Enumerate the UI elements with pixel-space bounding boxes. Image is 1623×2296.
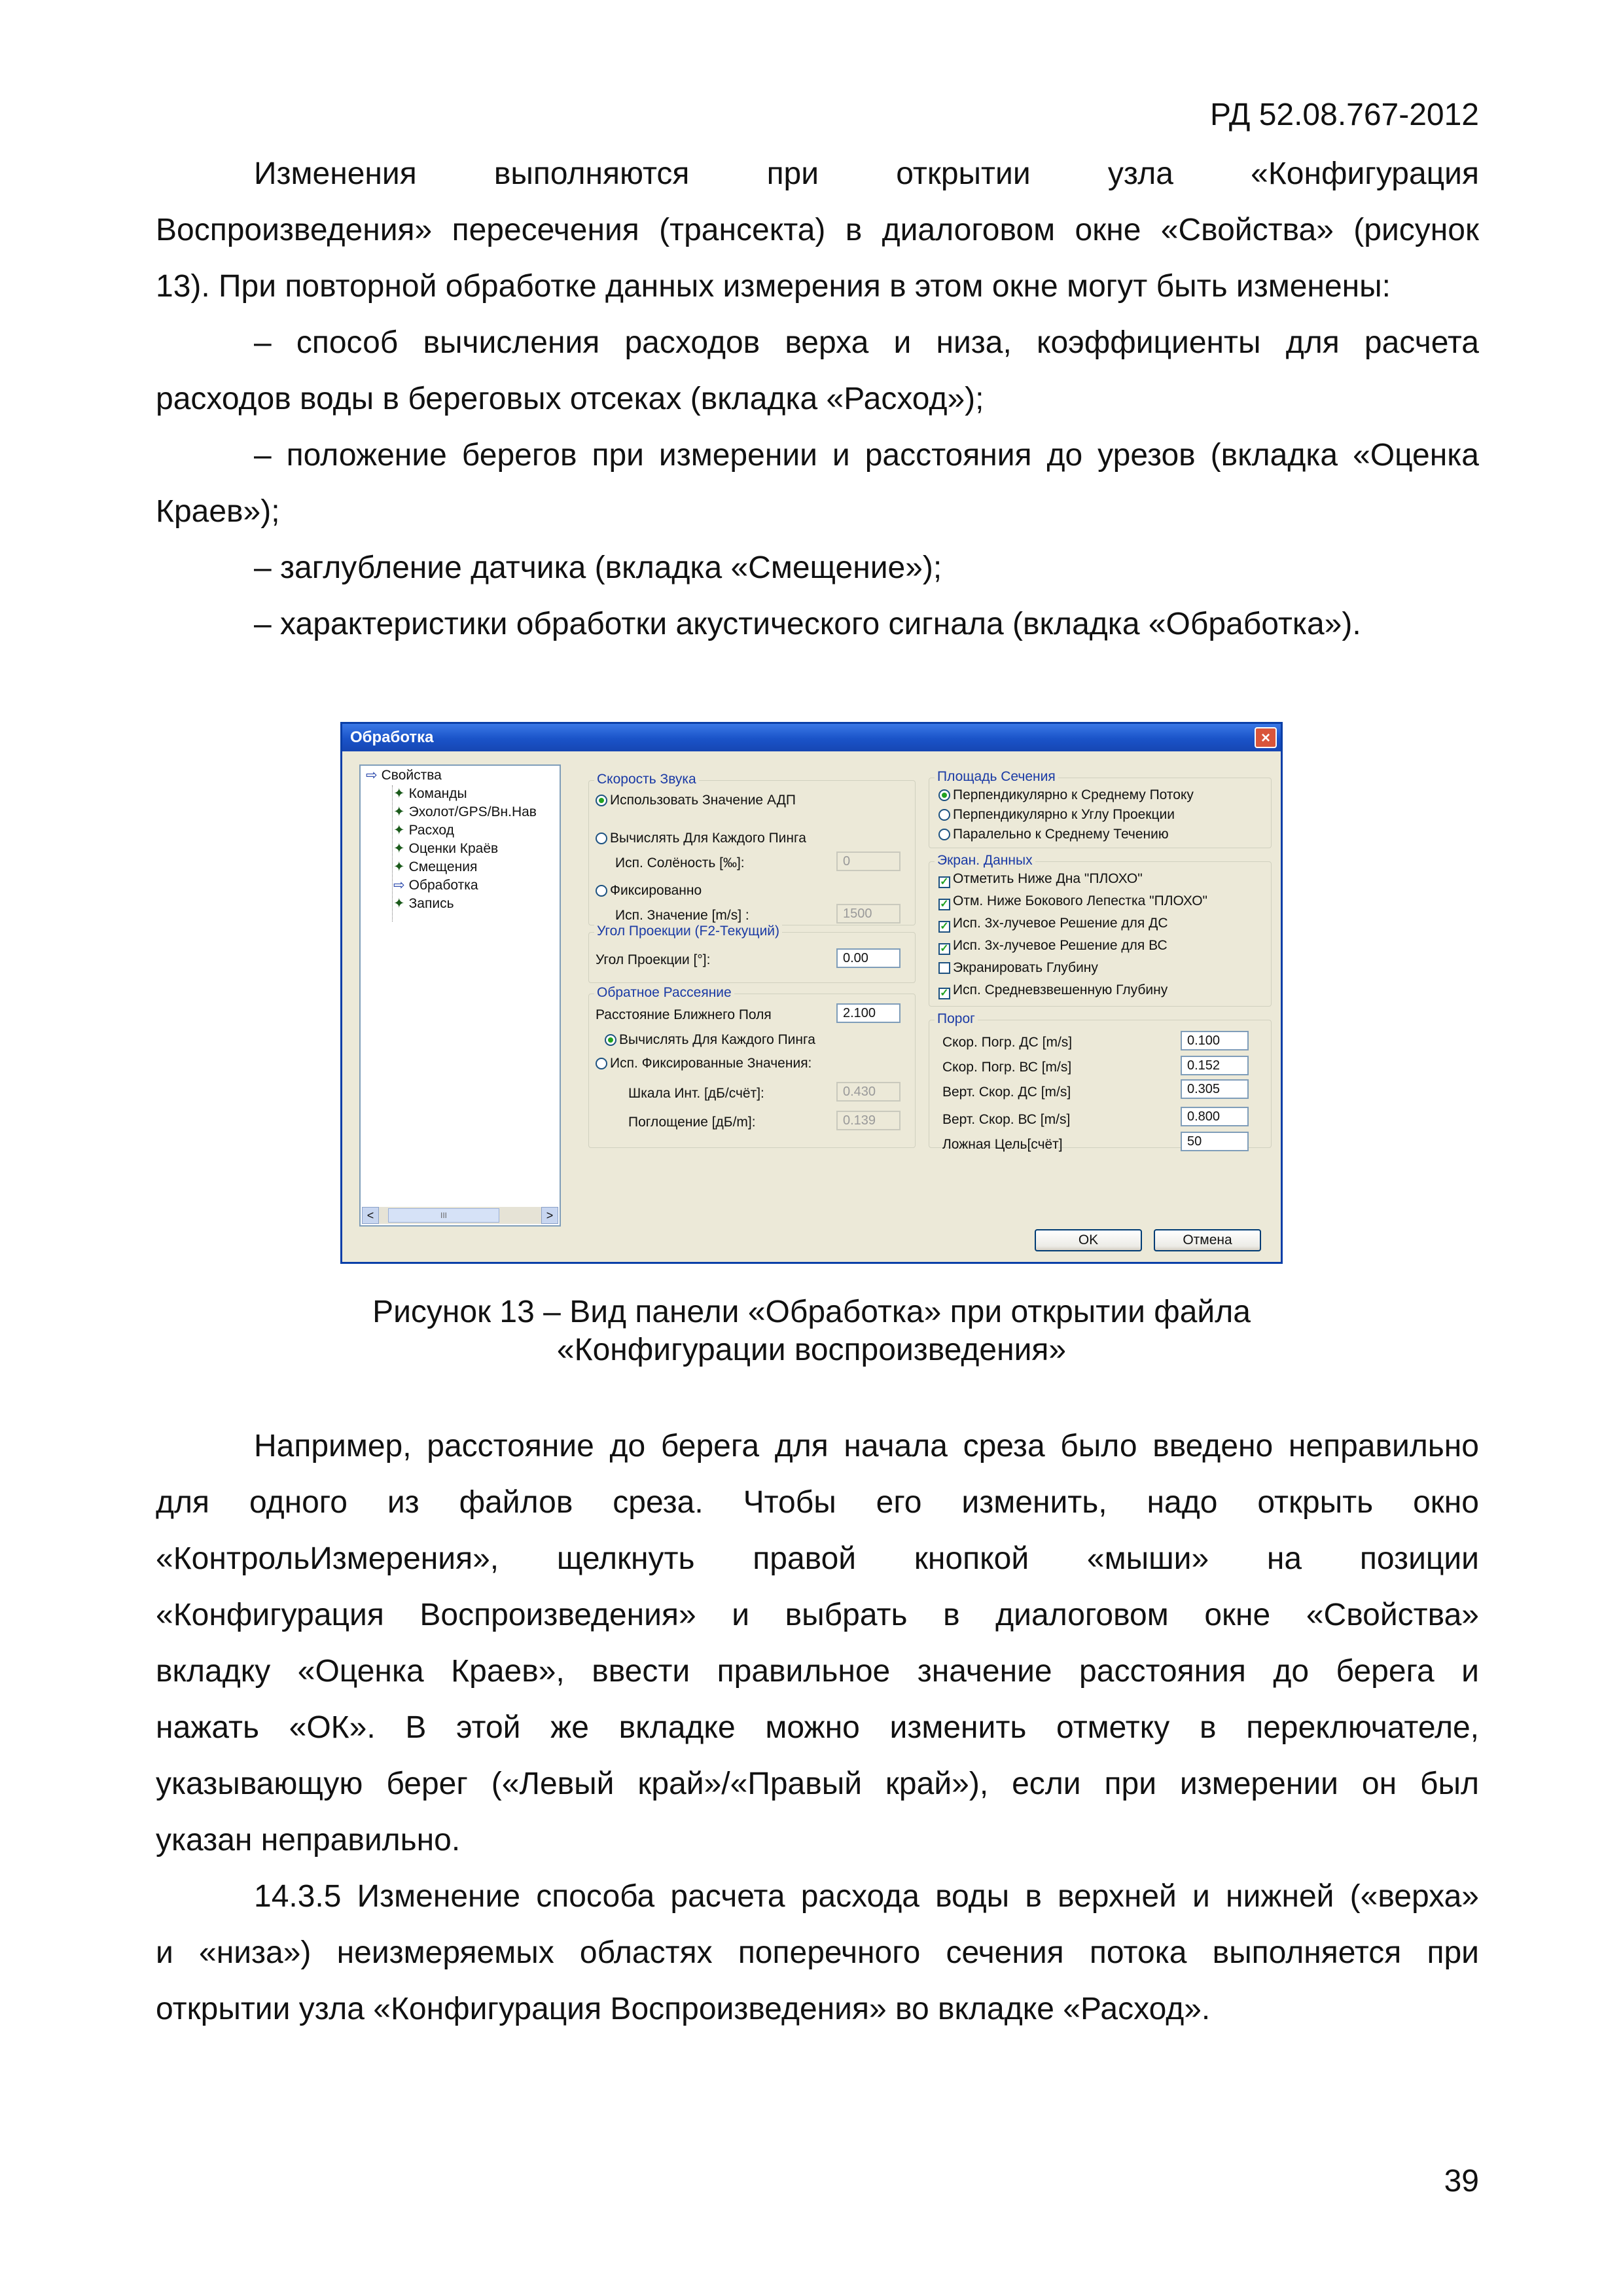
properties-tree <box>359 764 561 1227</box>
para3-line1: 14.3.5 Изменение способа расчета расхода воды в верхней и нижней («верха» <box>254 1879 1479 1914</box>
tree-hscrollbar[interactable] <box>362 1207 558 1224</box>
threshold-label-5: Ложная Цель[счёт] <box>942 1137 1063 1152</box>
tree-item-discharge[interactable]: ✦ Расход <box>393 823 454 838</box>
word: выполняются <box>493 156 690 191</box>
arrow-right-icon: ⇨ <box>393 878 405 893</box>
group-data-screening <box>929 853 1272 1007</box>
check-weighted-depth[interactable]: ✓ Исп. Средневзвешенную Глубину <box>938 982 1168 999</box>
word: «Конфигурация <box>1251 156 1479 191</box>
para2-line7: указывающую берег («Левый край»/«Правый край»), если при измерении он был <box>156 1767 1479 1801</box>
radio-icon <box>596 885 607 897</box>
radio-calc-each-ping[interactable]: Вычислять Для Каждого Пинга <box>605 1032 815 1048</box>
threshold-label-1: Скор. Погр. ДС [m/s] <box>942 1035 1073 1050</box>
diamond-arrow-icon: ✦ <box>393 804 405 819</box>
angle-input[interactable]: 0.00 <box>836 948 901 968</box>
diamond-arrow-icon: ✦ <box>393 859 405 874</box>
ok-button[interactable]: OK <box>1035 1229 1142 1251</box>
near-field-input[interactable]: 2.100 <box>836 1003 901 1023</box>
para3-line3: открытии узла «Конфигурация Воспроизведения» во вкладке «Расход». <box>156 1992 1211 2026</box>
group-title: Угол Проекции (F2-Текущий) <box>594 924 782 939</box>
checkbox-checked-icon: ✓ <box>938 899 950 910</box>
cancel-button[interactable]: Отмена <box>1154 1229 1261 1251</box>
speed-value-input[interactable]: 1500 <box>836 904 901 924</box>
list-item2-line1: – положение берегов при измерении и расстояния до урезов (вкладка «Оценка <box>254 438 1479 473</box>
radio-selected-icon <box>596 795 607 806</box>
para1-line1 <box>254 154 1479 194</box>
group-title: Скорость Звука <box>594 772 699 787</box>
scroll-left-icon[interactable]: < <box>362 1207 379 1224</box>
group-title: Обратное Рассеяние <box>594 985 734 1001</box>
scale-label: Шкала Инт. [дБ/счёт]: <box>628 1086 764 1101</box>
radio-calc-each[interactable]: Вычислять Для Каждого Пинга <box>596 831 806 846</box>
speed-value-label: Исп. Значение [m/s] : <box>615 908 749 923</box>
diamond-arrow-icon: ✦ <box>393 786 405 801</box>
group-threshold <box>929 1011 1272 1152</box>
threshold-label-2: Скор. Погр. ВС [m/s] <box>942 1060 1072 1075</box>
radio-icon <box>596 833 607 844</box>
threshold-label-4: Верт. Скор. ВС [m/s] <box>942 1112 1071 1127</box>
salinity-label: Исп. Солёность [‰]: <box>615 855 745 870</box>
group-cross-section <box>929 769 1272 848</box>
absorption-label: Поглощение [дБ/m]: <box>628 1115 756 1130</box>
threshold-input-5[interactable]: 50 <box>1181 1132 1249 1151</box>
document-code: РД 52.08.767-2012 <box>1210 98 1479 132</box>
para3-line2: и «низа») неизмеряемых областях поперечного сечения потока выполняется при <box>156 1935 1479 1970</box>
checkbox-checked-icon: ✓ <box>938 876 950 888</box>
threshold-input-2[interactable]: 0.152 <box>1181 1056 1249 1075</box>
check-mark-below-sidelobe[interactable]: ✓ Отм. Ниже Бокового Лепестка "ПЛОХО" <box>938 893 1207 910</box>
figure-caption-line1: Рисунок 13 – Вид панели «Обработка» при открытии файла <box>372 1295 1251 1329</box>
checkbox-icon <box>938 962 950 974</box>
list-item1-line2: расходов воды в береговых отсеках (вкладка «Расход»); <box>156 382 984 416</box>
para1-line2: Воспроизведения» пересечения (трансекта) в диалоговом окне «Свойства» (рисунок <box>156 213 1479 247</box>
check-mark-below-bottom[interactable]: ✓ Отметить Ниже Дна "ПЛОХО" <box>938 871 1143 888</box>
word: Изменения <box>254 156 417 191</box>
tree-item-recording[interactable]: ✦ Запись <box>393 896 454 911</box>
check-3beam-vs[interactable]: ✓ Исп. 3х-лучевое Решение для ВС <box>938 938 1168 955</box>
tree-root[interactable]: ⇨ Свойства <box>366 768 442 783</box>
para2-line3: «КонтрольИзмерения», щелкнуть правой кнопкой «мыши» на позиции <box>156 1541 1479 1576</box>
radio-fixed[interactable]: Фиксированно <box>596 883 702 899</box>
radio-selected-icon <box>938 789 950 801</box>
para2-line2: для одного из файлов среза. Чтобы его изменить, надо открыть окно <box>156 1485 1479 1520</box>
radio-parallel-mean[interactable]: Паралельно к Среднему Течению <box>938 827 1169 842</box>
radio-icon <box>596 1058 607 1069</box>
close-button[interactable]: × <box>1255 727 1277 748</box>
para2-line5: вкладку «Оценка Краев», ввести правильное значение расстояния до берега и <box>156 1654 1479 1689</box>
para2-line6: нажать «ОК». В этой же вкладке можно изменить отметку в переключателе, <box>156 1710 1479 1745</box>
page-number: 39 <box>1444 2164 1479 2198</box>
threshold-input-3[interactable]: 0.305 <box>1181 1079 1249 1099</box>
diamond-arrow-icon: ✦ <box>393 896 405 911</box>
tree-connector <box>392 785 393 922</box>
radio-perp-projection[interactable]: Перпендикулярно к Углу Проекции <box>938 807 1175 823</box>
checkbox-checked-icon: ✓ <box>938 943 950 955</box>
radio-selected-icon <box>605 1034 616 1046</box>
figure-caption-line2: «Конфигурации воспроизведения» <box>556 1333 1067 1367</box>
group-title: Площадь Сечения <box>935 769 1058 785</box>
radio-use-adp[interactable]: Использовать Значение АДП <box>596 793 796 808</box>
tree-item-sonar[interactable]: ✦ Эхолот/GPS/Вн.Нав <box>393 804 537 819</box>
group-title: Экран. Данных <box>935 853 1035 869</box>
check-3beam-ds[interactable]: ✓ Исп. 3х-лучевое Решение для ДС <box>938 916 1168 933</box>
checkbox-checked-icon: ✓ <box>938 988 950 999</box>
processing-dialog <box>340 722 1283 1264</box>
word: открытии <box>896 156 1031 191</box>
diamond-arrow-icon: ✦ <box>393 823 405 838</box>
radio-perp-mean-flow[interactable]: Перпендикулярно к Среднему Потоку <box>938 787 1194 803</box>
diamond-arrow-icon: ✦ <box>393 841 405 856</box>
word: узла <box>1107 156 1173 191</box>
group-sound-speed <box>588 772 916 925</box>
para2-line1: Например, расстояние до берега для начала среза было введено неправильно <box>254 1429 1479 1463</box>
threshold-label-3: Верт. Скор. ДС [m/s] <box>942 1085 1071 1100</box>
para1-line3: 13). При повторной обработке данных измерения в этом окне могут быть изменены: <box>156 269 1391 304</box>
para2-line4: «Конфигурация Воспроизведения» и выбрать в диалоговом окне «Свойства» <box>156 1598 1479 1632</box>
angle-label: Угол Проекции [°]: <box>596 952 711 967</box>
tree-item-commands[interactable]: ✦ Команды <box>393 786 467 801</box>
scroll-thumb[interactable]: III <box>388 1208 499 1223</box>
list-item4: – характеристики обработки акустического сигнала (вкладка «Обработка»). <box>254 607 1361 641</box>
arrow-right-icon: ⇨ <box>366 768 378 783</box>
tree-item-processing[interactable]: ⇨ Обработка <box>393 878 478 893</box>
radio-use-fixed[interactable]: Исп. Фиксированные Значения: <box>596 1056 812 1071</box>
threshold-input-1[interactable]: 0.100 <box>1181 1031 1249 1050</box>
group-title: Порог <box>935 1011 978 1027</box>
check-screen-depth[interactable]: Экранировать Глубину <box>938 960 1098 976</box>
scale-input[interactable]: 0.430 <box>836 1082 901 1102</box>
absorption-input[interactable]: 0.139 <box>836 1111 901 1130</box>
tree-item-offsets[interactable]: ✦ Смещения <box>393 859 478 874</box>
threshold-input-4[interactable]: 0.800 <box>1181 1107 1249 1126</box>
scroll-right-icon[interactable]: > <box>541 1207 558 1224</box>
checkbox-checked-icon: ✓ <box>938 921 950 933</box>
group-backscatter <box>588 985 916 1148</box>
para2-line8: указан неправильно. <box>156 1823 461 1857</box>
salinity-input[interactable]: 0 <box>836 852 901 871</box>
word: при <box>766 156 819 191</box>
radio-icon <box>938 829 950 840</box>
list-item3: – заглубление датчика (вкладка «Смещение»); <box>254 550 942 585</box>
list-item1-line1: – способ вычисления расходов верха и низа, коэффициенты для расчета <box>254 325 1479 360</box>
group-projection-angle <box>588 924 916 983</box>
radio-icon <box>938 809 950 821</box>
tree-item-edges[interactable]: ✦ Оценки Краёв <box>393 841 499 856</box>
list-item2-line2: Краев»); <box>156 494 280 529</box>
near-field-label: Расстояние Ближнего Поля <box>596 1007 772 1022</box>
dialog-title: Обработка <box>342 724 1281 751</box>
